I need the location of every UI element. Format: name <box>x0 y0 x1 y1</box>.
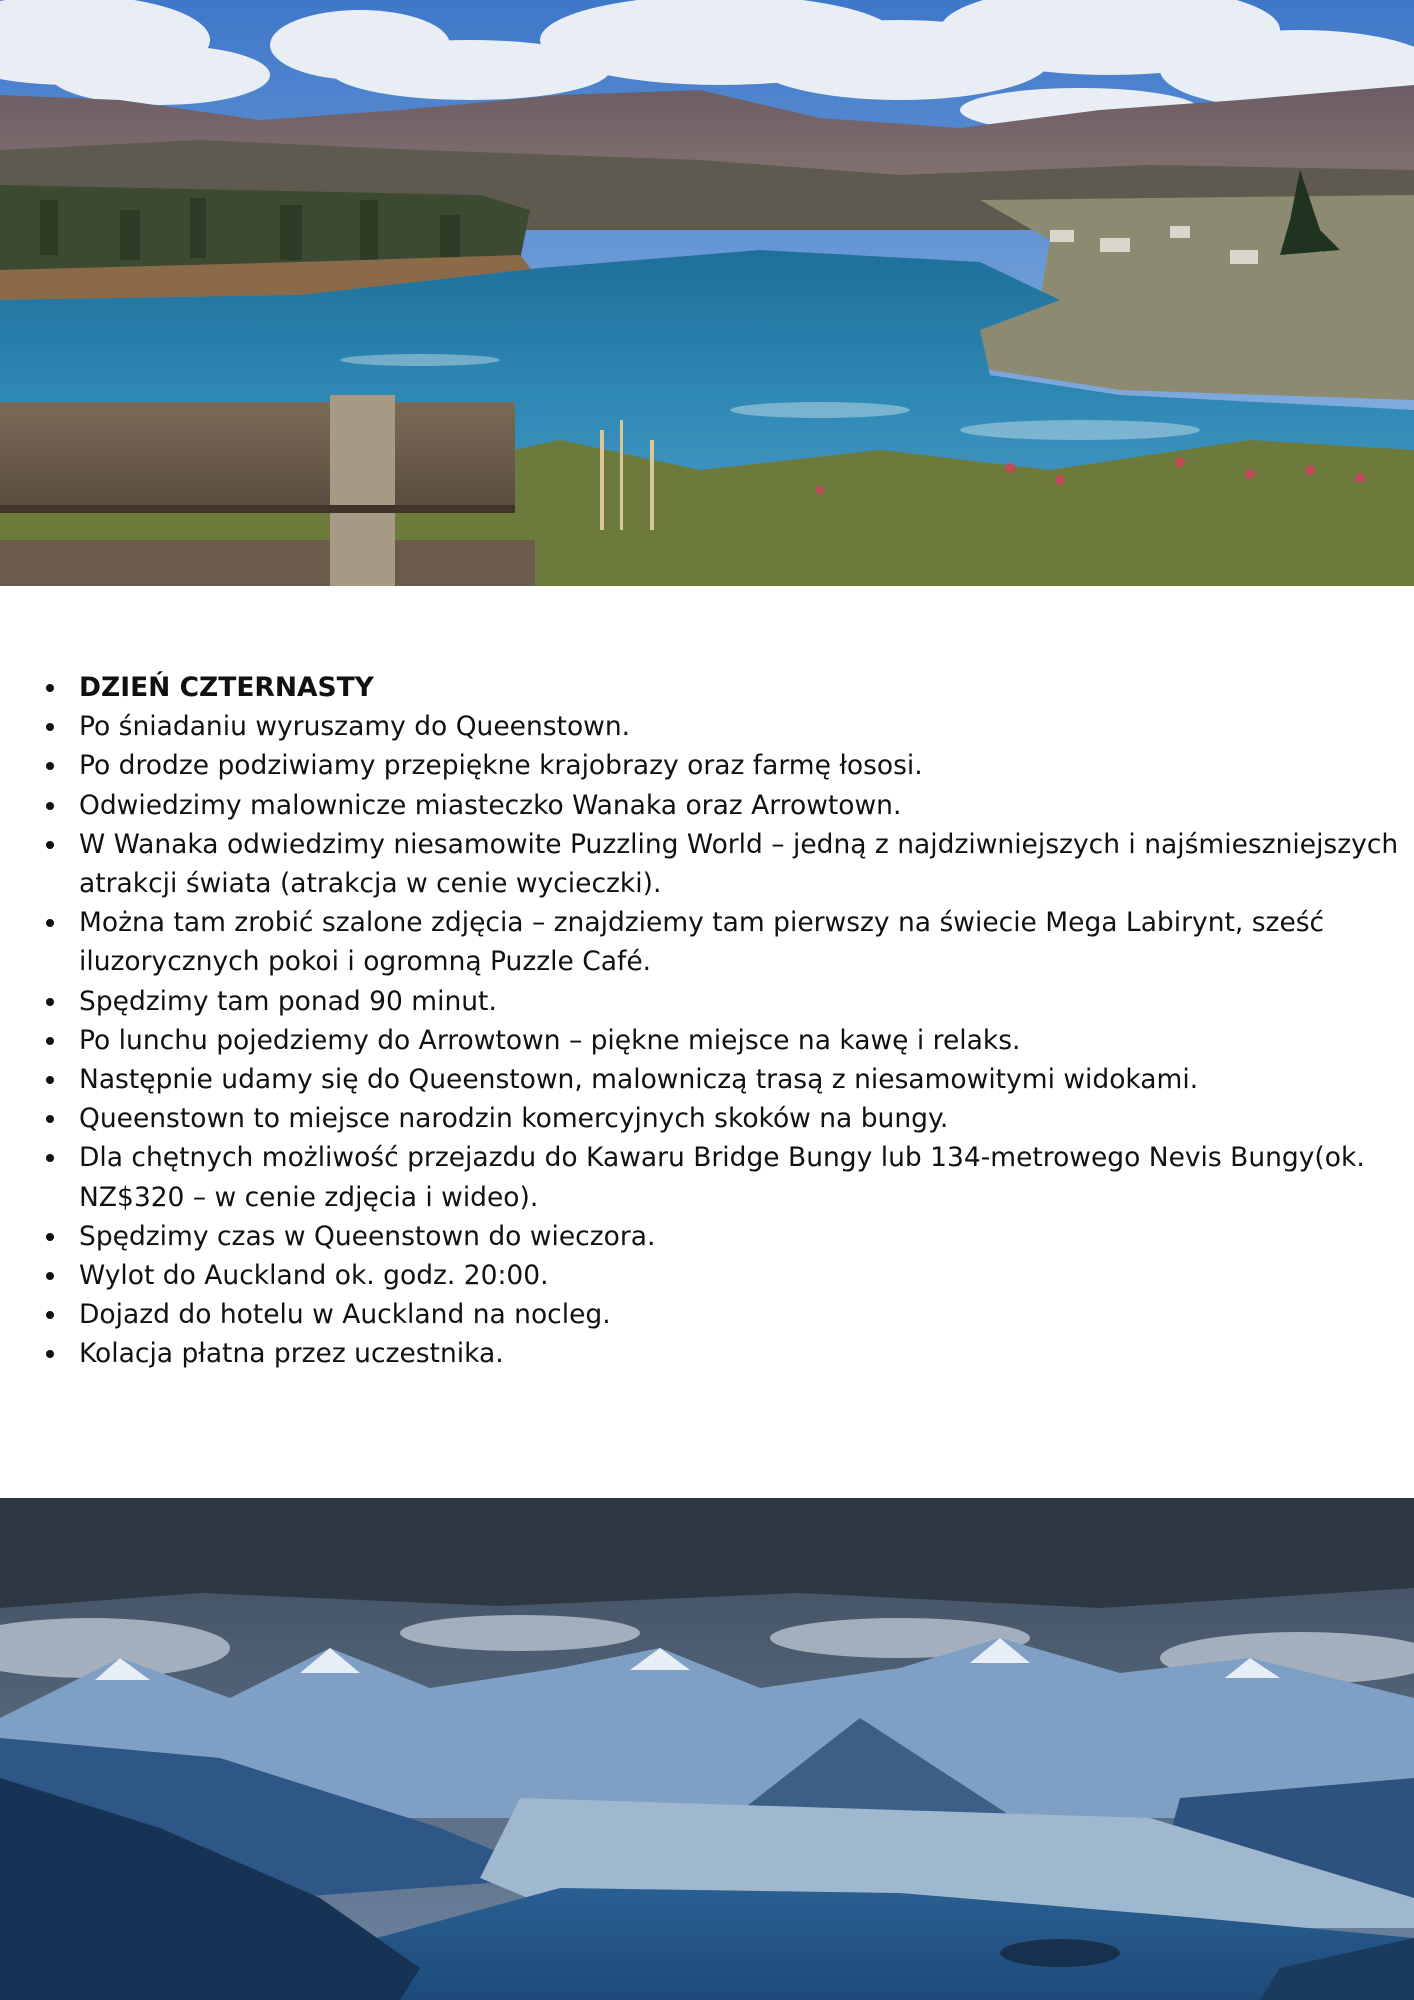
landscape-photo-icon <box>0 1498 1414 2000</box>
list-item: Dojazd do hotelu w Auckland na nocleg. <box>46 1295 1408 1334</box>
list-item: Następnie udamy się do Queenstown, malowniczą trasą z niesamowitymi widokami. <box>46 1060 1408 1099</box>
list-item: Spędzimy tam ponad 90 minut. <box>46 982 1408 1021</box>
list-item: Odwiedzimy malownicze miasteczko Wanaka oraz Arrowtown. <box>46 786 1408 825</box>
list-item: Można tam zrobić szalone zdjęcia – znajdziemy tam pierwszy na świecie Mega Labirynt, sześć iluzorycznych pokoi i ogromną Puzzle Café. <box>46 903 1408 981</box>
list-item: Spędzimy czas w Queenstown do wieczora. <box>46 1217 1408 1256</box>
list-item: Po lunchu pojedziemy do Arrowtown – piękne miejsce na kawę i relaks. <box>46 1021 1408 1060</box>
list-item: Dla chętnych możliwość przejazdu do Kawaru Bridge Bungy lub 134-metrowego Nevis Bungy(ok. NZ$320 – w cenie zdjęcia i wideo). <box>46 1138 1408 1216</box>
day-title: DZIEŃ CZTERNASTY <box>46 668 1408 707</box>
mountain-lake-photo <box>0 1498 1414 2000</box>
lake-wanaka-photo <box>0 0 1414 586</box>
list-item: Wylot do Auckland ok. godz. 20:00. <box>46 1256 1408 1295</box>
list-item: W Wanaka odwiedzimy niesamowite Puzzling World – jedną z najdziwniejszych i najśmieszniejszych atrakcji świata (atrakcja w cenie wycieczki). <box>46 825 1408 903</box>
itinerary-list <box>46 668 1408 1374</box>
list-item: Po śniadaniu wyruszamy do Queenstown. <box>46 707 1408 746</box>
list-item: Po drodze podziwiamy przepiękne krajobrazy oraz farmę łososi. <box>46 746 1408 785</box>
landscape-photo-icon <box>0 0 1414 586</box>
list-item: Kolacja płatna przez uczestnika. <box>46 1334 1408 1373</box>
list-item: Queenstown to miejsce narodzin komercyjnych skoków na bungy. <box>46 1099 1408 1138</box>
